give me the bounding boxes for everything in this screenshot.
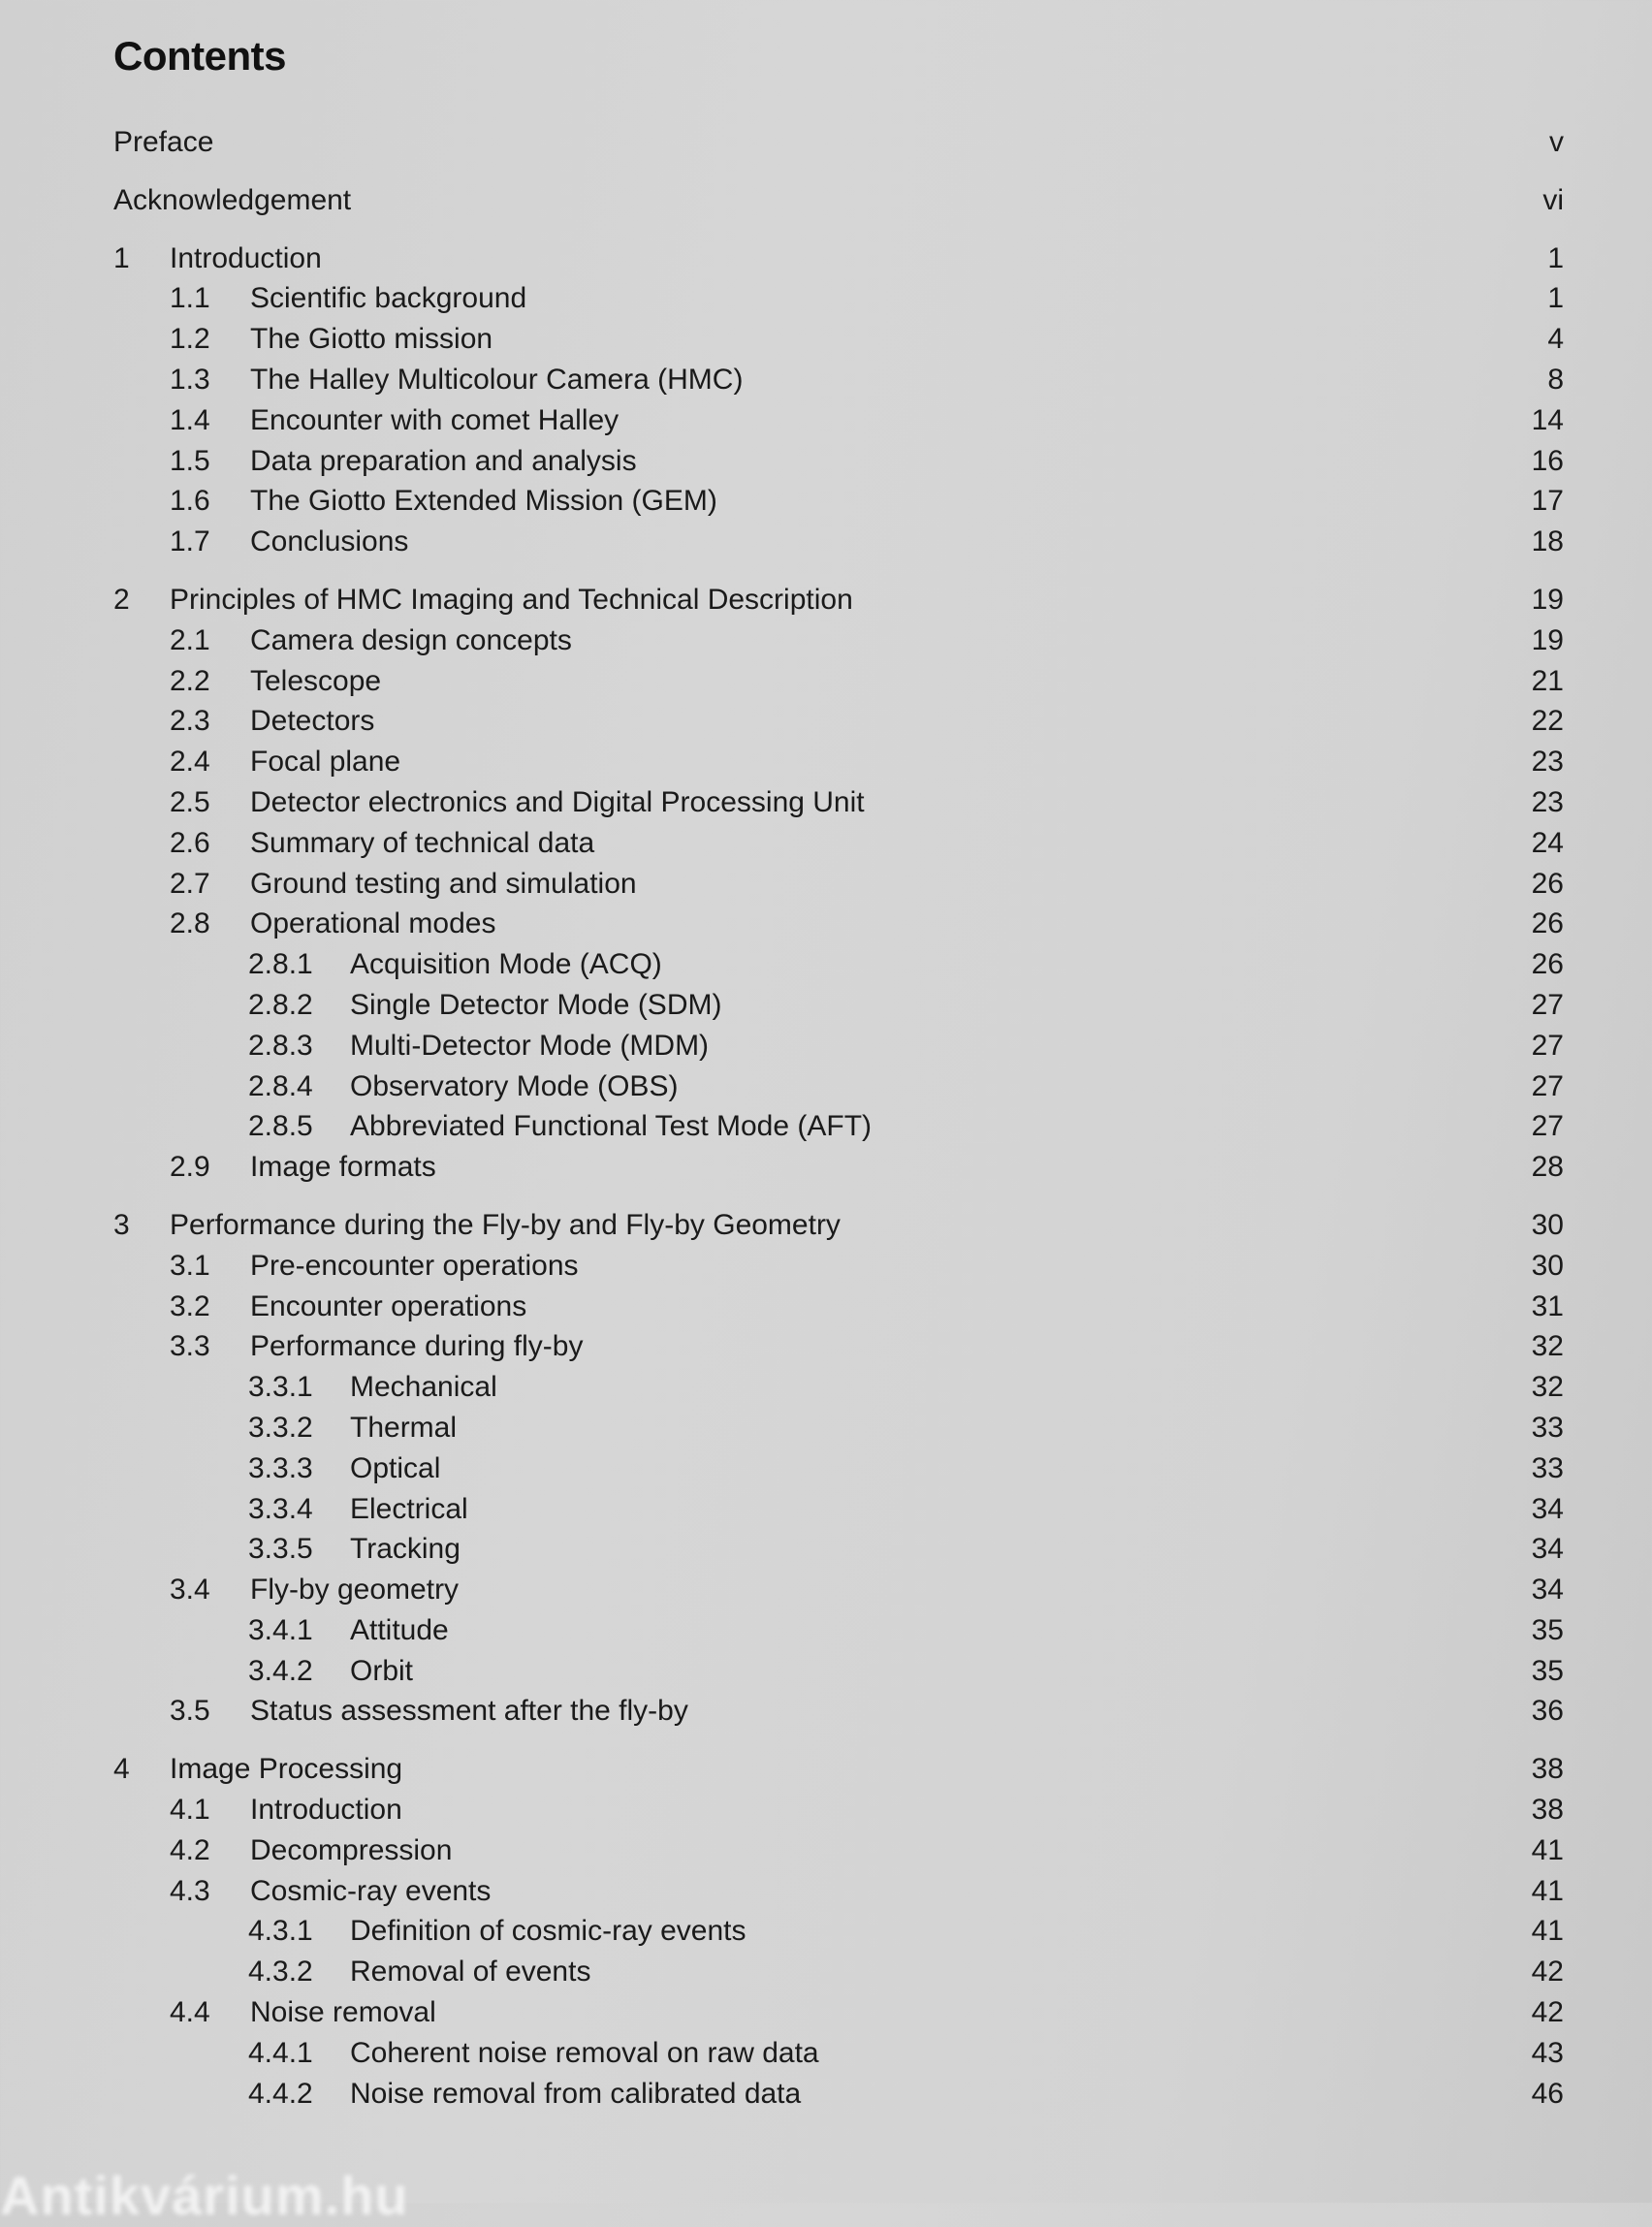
toc-section-entry xyxy=(0,1570,1652,1610)
entry-page-number: 27 xyxy=(1531,988,1564,1021)
toc-section-entry xyxy=(0,1326,1652,1367)
entry-number: 1.4 xyxy=(170,403,210,436)
toc-section-entry xyxy=(0,1147,1652,1188)
entry-number: 2.8 xyxy=(170,907,210,940)
entry-number: 4.4 xyxy=(170,1996,210,2029)
toc-section-entry xyxy=(0,1651,1652,1692)
entry-page-number: 4 xyxy=(1547,323,1564,356)
entry-title: Noise removal from calibrated data xyxy=(350,2077,802,2110)
toc-section-entry xyxy=(0,1367,1652,1408)
toc-section-entry xyxy=(0,481,1652,522)
entry-page-number: v xyxy=(1549,126,1564,158)
toc-section-entry xyxy=(0,823,1652,864)
entry-page-number: 23 xyxy=(1531,746,1564,779)
toc-section-entry xyxy=(0,1790,1652,1830)
entry-title: Mechanical xyxy=(350,1371,497,1404)
entry-title: The Giotto Extended Mission (GEM) xyxy=(250,485,717,518)
entry-title: Single Detector Mode (SDM) xyxy=(350,988,722,1021)
toc-section-entry xyxy=(0,400,1652,441)
entry-page-number: 19 xyxy=(1531,623,1564,656)
entry-title: Thermal xyxy=(350,1411,458,1444)
entry-title: Encounter operations xyxy=(250,1289,527,1322)
entry-page-number: 42 xyxy=(1531,1956,1564,1988)
entry-number: 2.8.1 xyxy=(248,948,313,981)
entry-title: Camera design concepts xyxy=(250,623,572,656)
toc-chapter-entry xyxy=(0,580,1652,620)
entry-page-number: 38 xyxy=(1531,1753,1564,1786)
entry-title: Operational modes xyxy=(250,907,496,940)
toc-chapter-entry xyxy=(0,1205,1652,1246)
entry-number: 2.3 xyxy=(170,705,210,738)
entry-title: Abbreviated Functional Test Mode (AFT) xyxy=(350,1110,873,1143)
entry-title: Preface xyxy=(113,126,214,158)
toc-section-entry xyxy=(0,864,1652,905)
entry-page-number: vi xyxy=(1542,183,1564,216)
toc-section-entry xyxy=(0,441,1652,482)
entry-page-number: 34 xyxy=(1531,1533,1564,1566)
entry-title: Encounter with comet Halley xyxy=(250,403,620,436)
toc-section-entry xyxy=(0,278,1652,319)
entry-number: 2.8.3 xyxy=(248,1029,313,1062)
entry-number: 3.4 xyxy=(170,1574,210,1607)
entry-title: Introduction xyxy=(250,1794,402,1827)
entry-page-number: 8 xyxy=(1547,363,1564,396)
entry-number: 4.2 xyxy=(170,1833,210,1866)
entry-title: Electrical xyxy=(350,1492,468,1525)
entry-title: Performance during fly-by xyxy=(250,1330,584,1363)
entry-title: Ground testing and simulation xyxy=(250,867,637,900)
entry-page-number: 35 xyxy=(1531,1613,1564,1646)
entry-page-number: 21 xyxy=(1531,664,1564,697)
toc-section-entry xyxy=(0,661,1652,702)
entry-page-number: 46 xyxy=(1531,2077,1564,2110)
watermark: Antikvárium.hu xyxy=(0,2165,409,2226)
entry-number: 2.5 xyxy=(170,785,210,818)
entry-number: 4.3 xyxy=(170,1874,210,1907)
toc-chapter-entry xyxy=(0,1749,1652,1790)
entry-title: Definition of cosmic-ray events xyxy=(350,1915,747,1948)
entry-number: 2.6 xyxy=(170,826,210,859)
entry-page-number: 33 xyxy=(1531,1411,1564,1444)
toc-section-entry xyxy=(0,1489,1652,1530)
entry-number: 3.3.3 xyxy=(248,1451,313,1484)
toc-section-entry xyxy=(0,1408,1652,1448)
entry-page-number: 26 xyxy=(1531,867,1564,900)
entry-title: Removal of events xyxy=(350,1956,591,1988)
toc-section-entry xyxy=(0,944,1652,985)
entry-title: Detector electronics and Digital Processing Unit xyxy=(250,785,865,818)
entry-number: 3.2 xyxy=(170,1289,210,1322)
entry-title: Image formats xyxy=(250,1151,436,1184)
toc-section-entry xyxy=(0,1106,1652,1147)
entry-title: Image Processing xyxy=(170,1753,403,1786)
entry-title: Cosmic-ray events xyxy=(250,1874,492,1907)
toc-section-entry xyxy=(0,782,1652,823)
toc-section-entry xyxy=(0,1066,1652,1107)
entry-page-number: 24 xyxy=(1531,826,1564,859)
entry-title: Coherent noise removal on raw data xyxy=(350,2036,819,2069)
entry-page-number: 26 xyxy=(1531,948,1564,981)
entry-number: 3.1 xyxy=(170,1249,210,1282)
entry-number: 1.3 xyxy=(170,363,210,396)
toc-section-entry xyxy=(0,1529,1652,1570)
toc-section-entry xyxy=(0,1952,1652,1992)
entry-page-number: 22 xyxy=(1531,705,1564,738)
table-of-contents xyxy=(0,122,1652,2114)
entry-number: 3.3.4 xyxy=(248,1492,313,1525)
entry-number: 3.4.1 xyxy=(248,1613,313,1646)
entry-title: Telescope xyxy=(250,664,382,697)
entry-page-number: 41 xyxy=(1531,1874,1564,1907)
page-title: Contents xyxy=(113,33,286,79)
entry-title: Performance during the Fly-by and Fly-by Geometry xyxy=(170,1208,841,1241)
entry-page-number: 18 xyxy=(1531,525,1564,558)
entry-number: 2.7 xyxy=(170,867,210,900)
entry-number: 3.3.1 xyxy=(248,1371,313,1404)
entry-page-number: 33 xyxy=(1531,1451,1564,1484)
entry-number: 3.4.2 xyxy=(248,1654,313,1687)
entry-number: 1 xyxy=(113,241,130,274)
entry-title: Acquisition Mode (ACQ) xyxy=(350,948,662,981)
entry-number: 4.4.2 xyxy=(248,2077,313,2110)
entry-page-number: 27 xyxy=(1531,1069,1564,1102)
entry-title: Status assessment after the fly-by xyxy=(250,1695,688,1728)
toc-section-entry xyxy=(0,1448,1652,1489)
toc-section-entry xyxy=(0,2074,1652,2115)
entry-number: 2.8.4 xyxy=(248,1069,313,1102)
entry-number: 3.5 xyxy=(170,1695,210,1728)
entry-page-number: 27 xyxy=(1531,1110,1564,1143)
toc-section-entry xyxy=(0,319,1652,360)
toc-chapter-entry xyxy=(0,122,1652,163)
entry-title: Observatory Mode (OBS) xyxy=(350,1069,679,1102)
entry-page-number: 34 xyxy=(1531,1574,1564,1607)
toc-section-entry xyxy=(0,985,1652,1026)
entry-page-number: 43 xyxy=(1531,2036,1564,2069)
toc-section-entry xyxy=(0,904,1652,944)
entry-page-number: 32 xyxy=(1531,1330,1564,1363)
entry-title: Principles of HMC Imaging and Technical Description xyxy=(170,583,853,616)
toc-section-entry xyxy=(0,701,1652,742)
entry-number: 3.3.2 xyxy=(248,1411,313,1444)
entry-page-number: 35 xyxy=(1531,1654,1564,1687)
toc-chapter-entry xyxy=(0,180,1652,221)
toc-section-entry xyxy=(0,1992,1652,2033)
entry-number: 2.4 xyxy=(170,746,210,779)
entry-title: Detectors xyxy=(250,705,375,738)
entry-page-number: 41 xyxy=(1531,1833,1564,1866)
entry-number: 3 xyxy=(113,1208,130,1241)
toc-section-entry xyxy=(0,1691,1652,1732)
entry-number: 4 xyxy=(113,1753,130,1786)
entry-number: 4.1 xyxy=(170,1794,210,1827)
toc-section-entry xyxy=(0,742,1652,782)
entry-number: 4.3.2 xyxy=(248,1956,313,1988)
entry-page-number: 41 xyxy=(1531,1915,1564,1948)
toc-section-entry xyxy=(0,1911,1652,1952)
entry-page-number: 42 xyxy=(1531,1996,1564,2029)
entry-title: Introduction xyxy=(170,241,322,274)
entry-page-number: 38 xyxy=(1531,1794,1564,1827)
toc-section-entry xyxy=(0,360,1652,400)
entry-page-number: 30 xyxy=(1531,1249,1564,1282)
entry-page-number: 23 xyxy=(1531,785,1564,818)
toc-section-entry xyxy=(0,620,1652,661)
toc-section-entry xyxy=(0,1246,1652,1287)
toc-section-entry xyxy=(0,522,1652,562)
entry-page-number: 14 xyxy=(1531,403,1564,436)
entry-page-number: 16 xyxy=(1531,444,1564,477)
entry-title: Pre-encounter operations xyxy=(250,1249,579,1282)
entry-title: Optical xyxy=(350,1451,441,1484)
entry-page-number: 36 xyxy=(1531,1695,1564,1728)
entry-page-number: 28 xyxy=(1531,1151,1564,1184)
entry-title: Summary of technical data xyxy=(250,826,595,859)
entry-number: 2.2 xyxy=(170,664,210,697)
entry-number: 3.3.5 xyxy=(248,1533,313,1566)
entry-number: 1.6 xyxy=(170,485,210,518)
entry-title: The Halley Multicolour Camera (HMC) xyxy=(250,363,744,396)
toc-section-entry xyxy=(0,1871,1652,1912)
entry-title: Orbit xyxy=(350,1654,414,1687)
entry-title: The Giotto mission xyxy=(250,323,493,356)
entry-number: 2 xyxy=(113,583,130,616)
toc-section-entry xyxy=(0,1026,1652,1066)
entry-title: Scientific background xyxy=(250,282,527,315)
entry-title: Multi-Detector Mode (MDM) xyxy=(350,1029,710,1062)
entry-page-number: 31 xyxy=(1531,1289,1564,1322)
entry-number: 1.7 xyxy=(170,525,210,558)
toc-section-entry xyxy=(0,1610,1652,1651)
entry-number: 1.5 xyxy=(170,444,210,477)
entry-title: Fly-by geometry xyxy=(250,1574,460,1607)
entry-title: Acknowledgement xyxy=(113,183,352,216)
entry-number: 3.3 xyxy=(170,1330,210,1363)
entry-title: Data preparation and analysis xyxy=(250,444,637,477)
entry-number: 4.4.1 xyxy=(248,2036,313,2069)
entry-title: Attitude xyxy=(350,1613,449,1646)
entry-page-number: 34 xyxy=(1531,1492,1564,1525)
entry-number: 2.1 xyxy=(170,623,210,656)
entry-page-number: 30 xyxy=(1531,1208,1564,1241)
entry-title: Noise removal xyxy=(250,1996,436,2029)
entry-page-number: 19 xyxy=(1531,583,1564,616)
entry-page-number: 27 xyxy=(1531,1029,1564,1062)
entry-number: 2.8.2 xyxy=(248,988,313,1021)
toc-section-entry xyxy=(0,2033,1652,2074)
entry-title: Tracking xyxy=(350,1533,461,1566)
entry-page-number: 1 xyxy=(1547,282,1564,315)
entry-number: 1.1 xyxy=(170,282,210,315)
entry-page-number: 26 xyxy=(1531,907,1564,940)
entry-page-number: 17 xyxy=(1531,485,1564,518)
entry-page-number: 1 xyxy=(1547,241,1564,274)
entry-title: Focal plane xyxy=(250,746,401,779)
toc-chapter-entry xyxy=(0,239,1652,279)
toc-section-entry xyxy=(0,1830,1652,1871)
entry-title: Conclusions xyxy=(250,525,409,558)
entry-page-number: 32 xyxy=(1531,1371,1564,1404)
entry-number: 2.9 xyxy=(170,1151,210,1184)
entry-number: 1.2 xyxy=(170,323,210,356)
toc-section-entry xyxy=(0,1287,1652,1327)
entry-title: Decompression xyxy=(250,1833,453,1866)
entry-number: 4.3.1 xyxy=(248,1915,313,1948)
entry-number: 2.8.5 xyxy=(248,1110,313,1143)
